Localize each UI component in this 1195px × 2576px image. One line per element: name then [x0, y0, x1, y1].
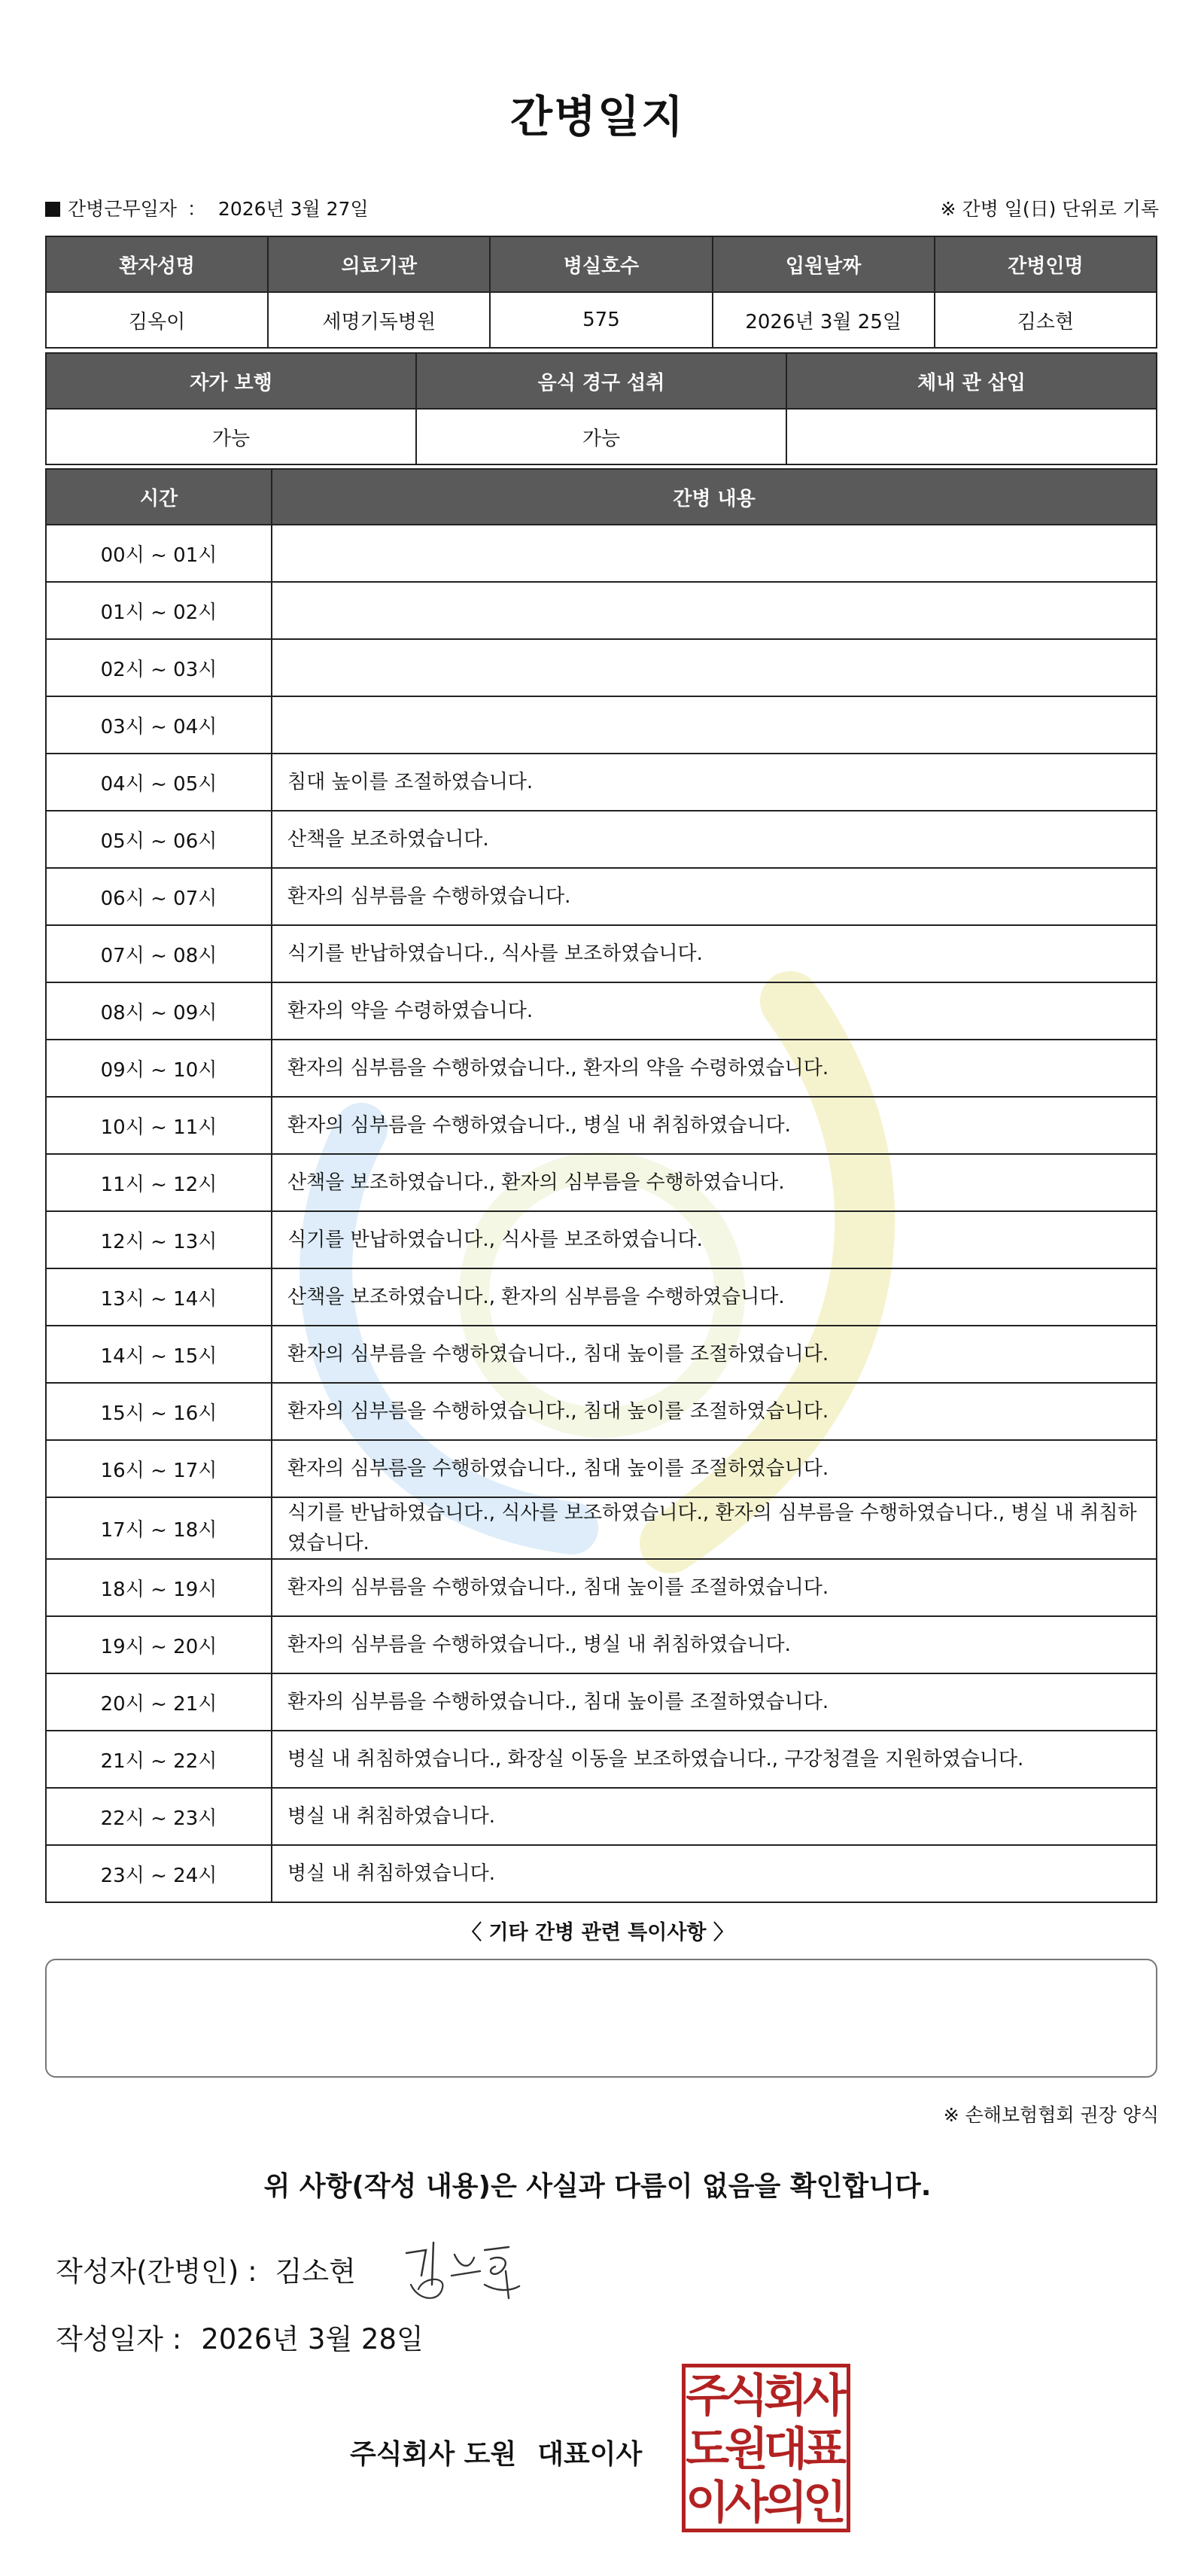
row-care-content: 식기를 반납하였습니다., 식사를 보조하였습니다., 환자의 심부름을 수행하였습니다., 병실 내 취침하였습니다.	[272, 1497, 1157, 1559]
patient-status-value-row	[46, 409, 1157, 464]
row-time: 01시 ~ 02시	[46, 582, 272, 639]
table-row	[46, 1845, 1157, 1902]
work-date-separator: ：	[187, 198, 206, 220]
header-time: 시간	[46, 469, 272, 525]
company-line	[350, 2433, 642, 2471]
special-notes-title: 〈 기타 간병 관련 특이사항 〉	[461, 1921, 734, 1944]
row-care-content: 침대 높이를 조절하였습니다.	[272, 754, 1157, 811]
row-time: 03시 ~ 04시	[46, 696, 272, 754]
room-number: 575	[490, 292, 712, 348]
row-care-content: 식기를 반납하였습니다., 식사를 보조하였습니다.	[272, 925, 1157, 982]
row-time: 20시 ~ 21시	[46, 1673, 272, 1731]
table-row	[46, 1616, 1157, 1673]
write-date-label: 작성일자 :	[56, 2323, 182, 2355]
row-time: 10시 ~ 11시	[46, 1097, 272, 1154]
table-row	[46, 639, 1157, 696]
header-caregiver-name: 간병인명	[935, 236, 1157, 292]
handwritten-signature-icon	[396, 2232, 524, 2315]
work-date-line	[45, 194, 369, 221]
square-bullet-icon	[45, 202, 60, 217]
writer-name: 김소현	[275, 2255, 356, 2288]
row-time: 11시 ~ 12시	[46, 1154, 272, 1211]
header-hospital: 의료기관	[268, 236, 490, 292]
table-row	[46, 1040, 1157, 1097]
row-time: 04시 ~ 05시	[46, 754, 272, 811]
header-patient-name: 환자성명	[46, 236, 268, 292]
table-row	[46, 1497, 1157, 1559]
table-row	[46, 582, 1157, 639]
row-time: 02시 ~ 03시	[46, 639, 272, 696]
row-time: 19시 ~ 20시	[46, 1616, 272, 1673]
patient-name: 김옥이	[46, 292, 268, 348]
writer-label: 작성자(간병인) :	[56, 2255, 257, 2288]
table-row	[46, 1211, 1157, 1268]
row-care-content: 환자의 약을 수령하였습니다.	[272, 982, 1157, 1040]
row-time: 23시 ~ 24시	[46, 1845, 272, 1902]
care-log-header-row	[46, 469, 1157, 525]
row-time: 16시 ~ 17시	[46, 1440, 272, 1497]
header-admission-date: 입원날짜	[713, 236, 935, 292]
row-care-content: 병실 내 취침하였습니다.	[272, 1788, 1157, 1845]
table-row	[46, 1268, 1157, 1326]
table-row	[46, 811, 1157, 868]
write-date-value: 2026년 3월 28일	[201, 2323, 424, 2355]
row-care-content	[272, 582, 1157, 639]
row-time: 18시 ~ 19시	[46, 1559, 272, 1616]
page-title: 간병일지	[509, 91, 686, 142]
row-care-content: 환자의 심부름을 수행하였습니다., 병실 내 취침하였습니다.	[272, 1616, 1157, 1673]
row-time: 22시 ~ 23시	[46, 1788, 272, 1845]
care-log-rows	[46, 525, 1157, 1902]
row-care-content: 환자의 심부름을 수행하였습니다., 침대 높이를 조절하였습니다.	[272, 1559, 1157, 1616]
row-time: 07시 ~ 08시	[46, 925, 272, 982]
company-name: 주식회사 도원	[350, 2439, 517, 2470]
row-time: 14시 ~ 15시	[46, 1326, 272, 1383]
row-care-content: 환자의 심부름을 수행하였습니다.	[272, 868, 1157, 925]
row-time: 15시 ~ 16시	[46, 1383, 272, 1440]
row-care-content: 환자의 심부름을 수행하였습니다., 침대 높이를 조절하였습니다.	[272, 1383, 1157, 1440]
patient-info-value-row	[46, 292, 1157, 348]
work-date-label: 간병근무일자	[68, 198, 177, 220]
table-row	[46, 982, 1157, 1040]
row-care-content: 환자의 심부름을 수행하였습니다., 침대 높이를 조절하였습니다.	[272, 1326, 1157, 1383]
row-time: 21시 ~ 22시	[46, 1731, 272, 1788]
hospital-name: 세명기독병원	[268, 292, 490, 348]
table-row	[46, 1326, 1157, 1383]
row-time: 17시 ~ 18시	[46, 1497, 272, 1559]
company-seal-stamp: 주식회사도원대표이사의인	[682, 2364, 850, 2532]
confirmation-statement: 위 사항(작성 내용)은 사실과 다름이 없음을 확인합니다.	[263, 2171, 932, 2202]
patient-info-table	[45, 236, 1157, 349]
table-row	[46, 754, 1157, 811]
row-care-content: 병실 내 취침하였습니다.	[272, 1845, 1157, 1902]
header-room-number: 병실호수	[490, 236, 712, 292]
header-care-content: 간병 내용	[272, 469, 1157, 525]
row-care-content: 환자의 심부름을 수행하였습니다., 병실 내 취침하였습니다.	[272, 1097, 1157, 1154]
row-care-content: 산책을 보조하였습니다., 환자의 심부름을 수행하였습니다.	[272, 1154, 1157, 1211]
row-care-content: 산책을 보조하였습니다.	[272, 811, 1157, 868]
caregiver-name: 김소현	[935, 292, 1157, 348]
oral-intake-value: 가능	[416, 409, 786, 464]
row-care-content: 환자의 심부름을 수행하였습니다., 침대 높이를 조절하였습니다.	[272, 1673, 1157, 1731]
table-row	[46, 1559, 1157, 1616]
self-walking-value: 가능	[46, 409, 416, 464]
table-row	[46, 868, 1157, 925]
row-time: 05시 ~ 06시	[46, 811, 272, 868]
table-row	[46, 1440, 1157, 1497]
header-tube-insertion: 체내 관 삽입	[786, 353, 1157, 409]
row-care-content: 산책을 보조하였습니다., 환자의 심부름을 수행하였습니다.	[272, 1268, 1157, 1326]
row-time: 00시 ~ 01시	[46, 525, 272, 582]
row-time: 13시 ~ 14시	[46, 1268, 272, 1326]
table-row	[46, 525, 1157, 582]
special-notes-box	[45, 1959, 1157, 2078]
row-care-content: 환자의 심부름을 수행하였습니다., 환자의 약을 수령하였습니다.	[272, 1040, 1157, 1097]
row-care-content: 병실 내 취침하였습니다., 화장실 이동을 보조하였습니다., 구강청결을 지원하였습니다.	[272, 1731, 1157, 1788]
writer-line	[56, 2249, 356, 2289]
patient-info-header-row	[46, 236, 1157, 292]
ceo-title: 대표이사	[537, 2439, 643, 2470]
tube-insertion-value	[786, 409, 1157, 464]
row-care-content	[272, 639, 1157, 696]
row-time: 09시 ~ 10시	[46, 1040, 272, 1097]
table-row	[46, 696, 1157, 754]
patient-status-table	[45, 352, 1157, 465]
table-row	[46, 1154, 1157, 1211]
patient-status-header-row	[46, 353, 1157, 409]
care-log-table	[45, 468, 1157, 1903]
row-time: 06시 ~ 07시	[46, 868, 272, 925]
row-care-content	[272, 525, 1157, 582]
table-row	[46, 1788, 1157, 1845]
row-care-content	[272, 696, 1157, 754]
recommended-form-note: ※ 손해보험협회 권장 양식	[943, 2104, 1159, 2126]
admission-date: 2026년 3월 25일	[713, 292, 935, 348]
table-row	[46, 1383, 1157, 1440]
table-row	[46, 1097, 1157, 1154]
table-row	[46, 1673, 1157, 1731]
record-unit-note: ※ 간병 일(日) 단위로 기록	[940, 198, 1159, 220]
write-date-line	[56, 2316, 424, 2357]
row-care-content: 식기를 반납하였습니다., 식사를 보조하였습니다.	[272, 1211, 1157, 1268]
table-row	[46, 925, 1157, 982]
row-care-content: 환자의 심부름을 수행하였습니다., 침대 높이를 조절하였습니다.	[272, 1440, 1157, 1497]
table-row	[46, 1731, 1157, 1788]
row-time: 12시 ~ 13시	[46, 1211, 272, 1268]
header-self-walking: 자가 보행	[46, 353, 416, 409]
work-date-value: 2026년 3월 27일	[217, 198, 369, 220]
row-time: 08시 ~ 09시	[46, 982, 272, 1040]
header-oral-intake: 음식 경구 섭취	[416, 353, 786, 409]
